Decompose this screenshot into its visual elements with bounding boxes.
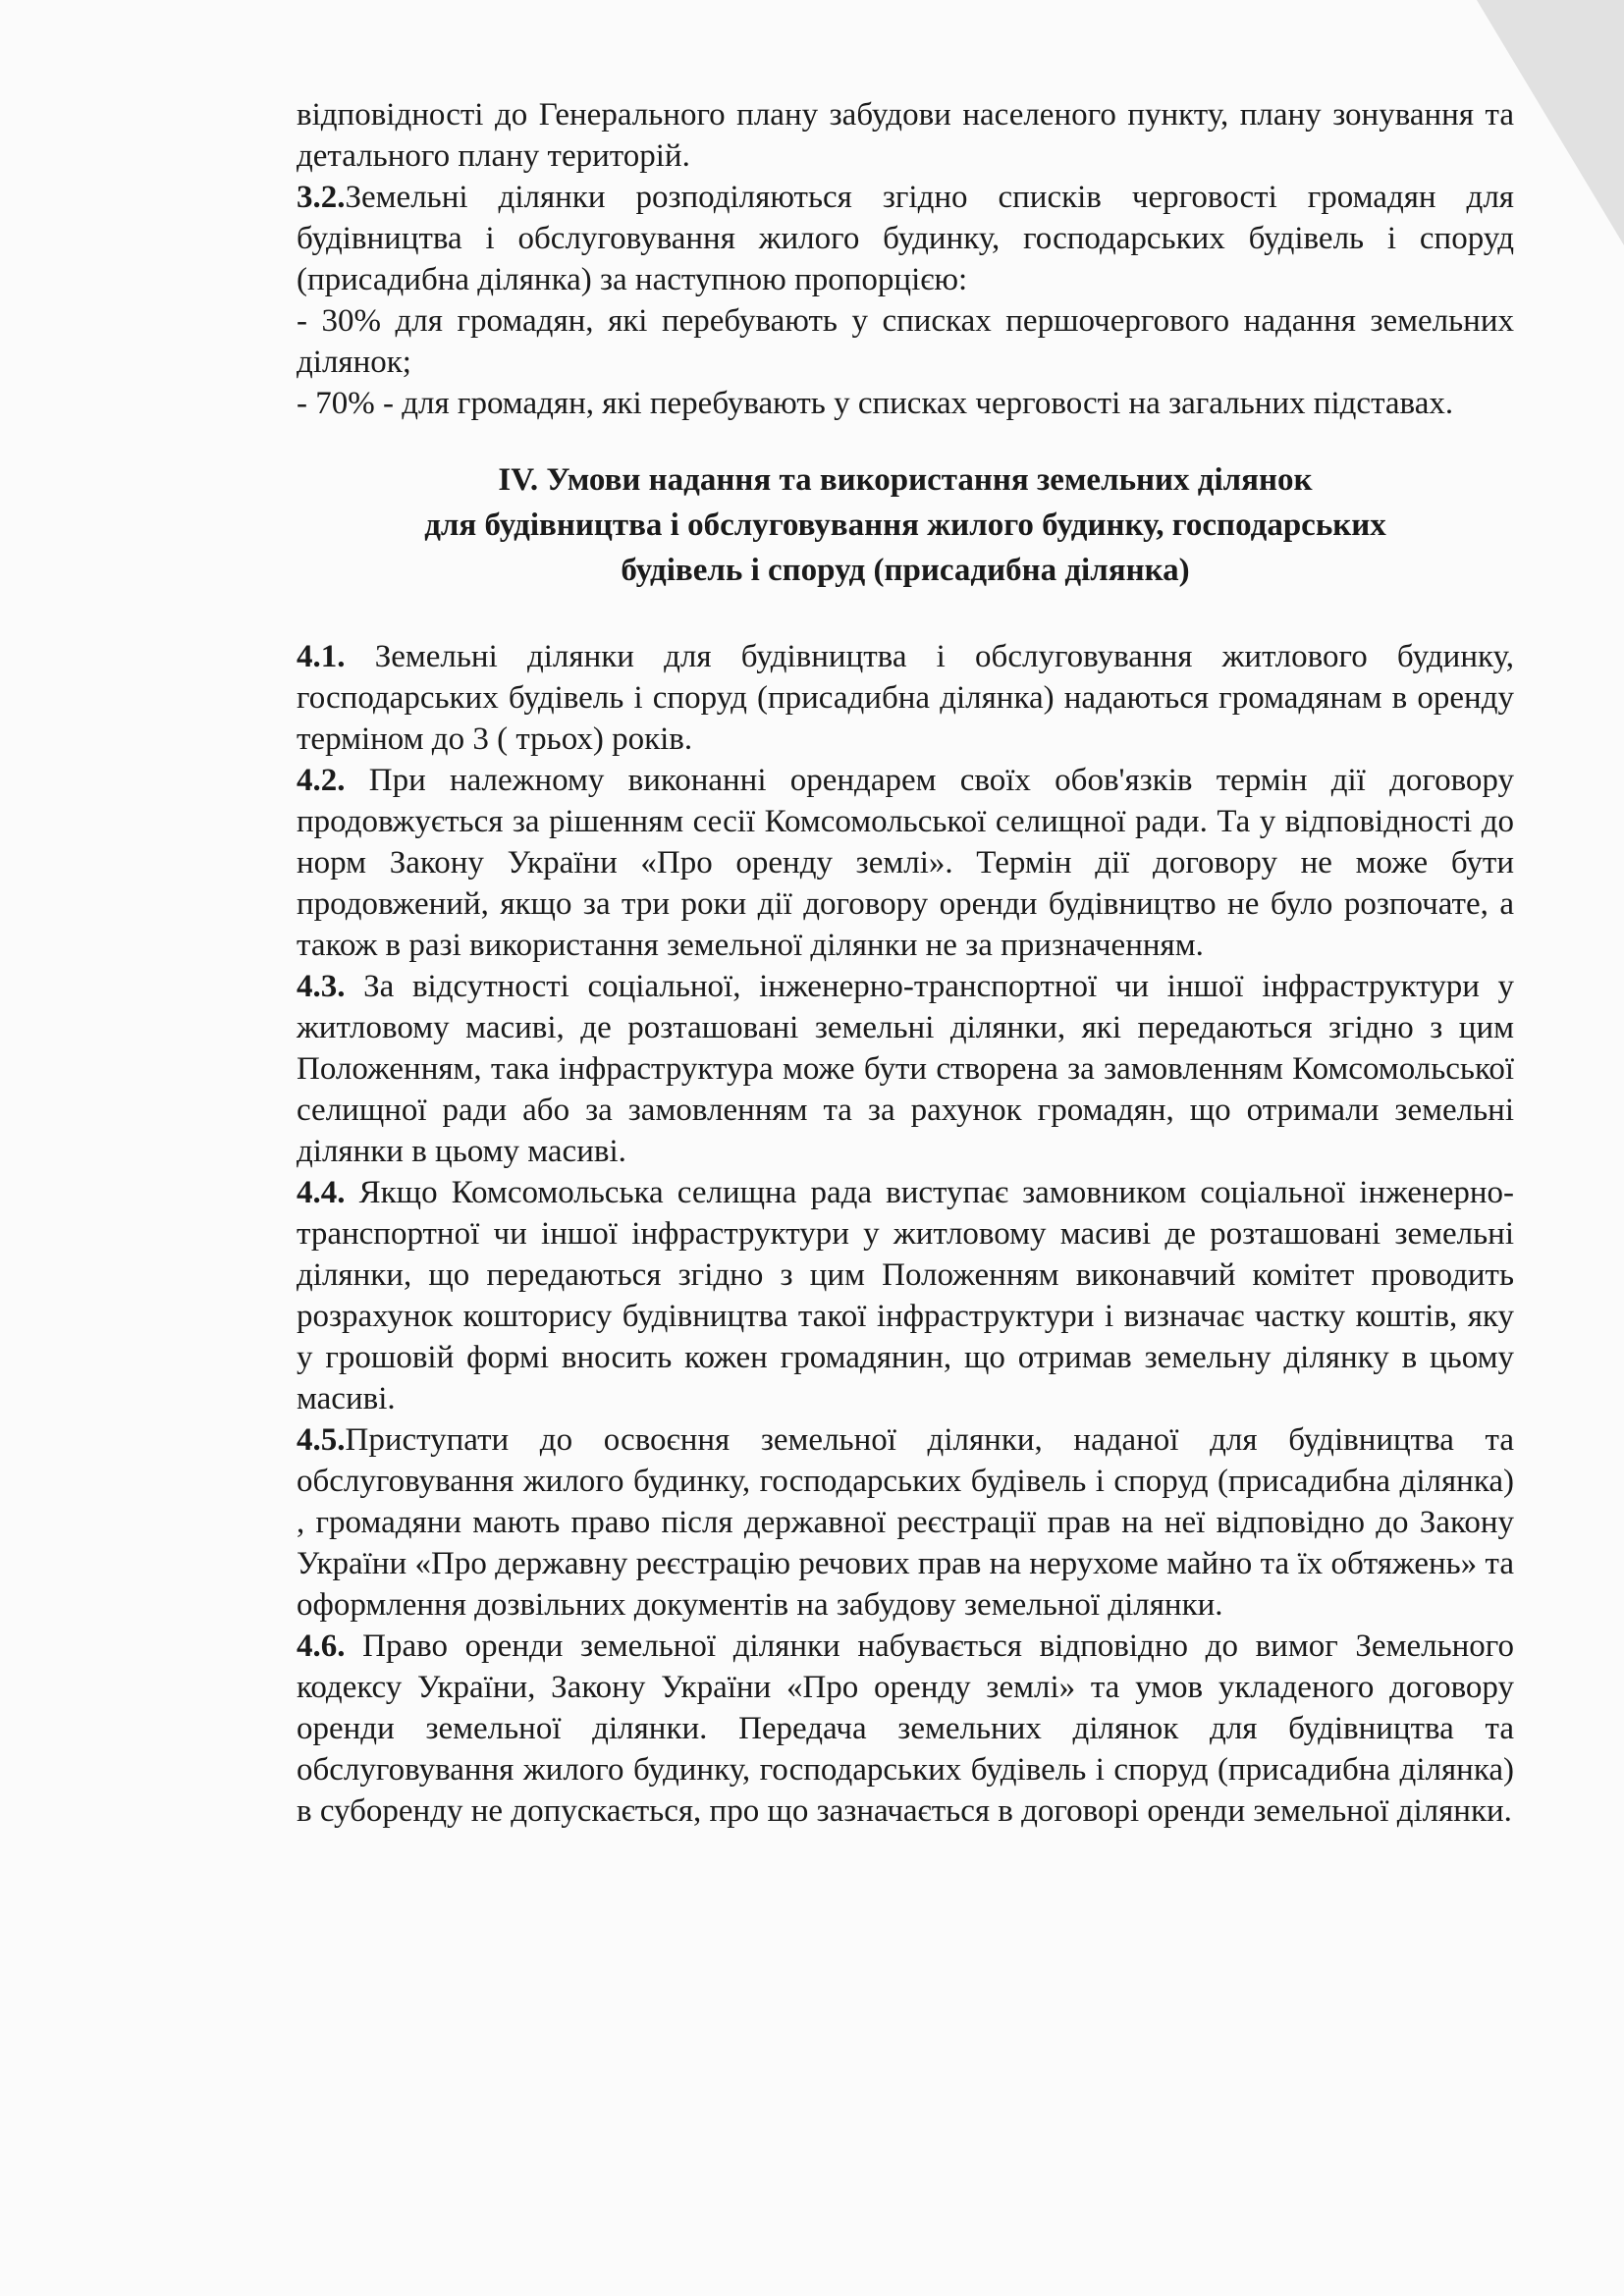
- paragraph-text: При належному виконанні орендарем своїх обов'язків термін дії договору продовжується за рішенням сесії Комсомольської селищної ради. Та у відповідності до норм Закону України «Про оренду землі». Термін дії договору не може бути продовжений, якщо за три роки дії договору оренди будівництво не було розпочате, а також в разі використання земельної ділянки не за призначенням.: [297, 763, 1514, 963]
- paragraph-4-3: [297, 966, 1514, 1172]
- paragraph-text: Земельні ділянки для будівництва і обслуговування житлового будинку, господарських будівель і споруд (присадибна ділянка) надаються громадянам в оренду терміном до 3 ( трьох) років.: [297, 639, 1514, 757]
- paragraph-text: - 70% - для громадян, які перебувають у списках черговості на загальних підставах.: [297, 386, 1454, 421]
- paragraph-text: За відсутності соціальної, інженерно-транспортної чи іншої інфраструктури у житловому масиві, де розташовані земельні ділянки, які передаються згідно з цим Положенням, така інфраструктура може бути створена за замовленням Комсомольської селищної ради або за замовленням та за рахунок громадян, що отримали земельні ділянки в цьому масиві.: [297, 969, 1514, 1169]
- paragraph-number: 4.5.: [297, 1422, 346, 1458]
- paragraph-text: Приступати до освоєння земельної ділянки, наданої для будівництва та обслуговування жилого будинку, господарських будівель і споруд (присадибна ділянка) , громадяни мають право після державної реєстрації прав на неї відповідно до Закону України «Про державну реєстрацію речових прав на нерухоме майно та їх обтяжень» та оформлення дозвільних документів на забудову земельної ділянки.: [297, 1422, 1514, 1623]
- paragraph-4-2: [297, 760, 1514, 966]
- paragraph-number: 4.2.: [297, 763, 346, 798]
- paragraph-text: Право оренди земельної ділянки набувається відповідно до вимог Земельного кодексу України, Закону України «Про оренду землі» та умов укладеного договору оренди земельної ділянки. Передача земельних ділянок для будівництва та обслуговування жилого будинку, господарських будівель і споруд (присадибна ділянка) в суборенду не допускається, про що зазначається в договорі оренди земельної ділянки.: [297, 1629, 1514, 1829]
- paragraph-4-6: [297, 1626, 1514, 1832]
- heading-line: IV. Умови надання та використання земельних ділянок: [498, 462, 1313, 498]
- paragraph-text: - 30% для громадян, які перебувають у списках першочергового надання земельних ділянок;: [297, 303, 1514, 380]
- section-heading-iv: [297, 457, 1514, 593]
- paragraph-number: 4.1.: [297, 639, 346, 674]
- paragraph-4-4: [297, 1172, 1514, 1419]
- paragraph-4-1: [297, 636, 1514, 760]
- paragraph-text: Земельні ділянки розподіляються згідно списків черговості громадян для будівництва і обслуговування жилого будинку, господарських будівель і споруд (присадибна ділянка) за наступною пропорцією:: [297, 180, 1514, 297]
- list-item-30-percent: [297, 300, 1514, 383]
- paragraph-text: Якщо Комсомольська селищна рада виступає замовником соціальної інженерно-транспортної чи іншої інфраструктури у житловому масиві де розташовані земельні ділянки, що передаються згідно з цим Положенням виконавчий комітет проводить розрахунок кошторису будівництва такої інфраструктури і визначає частку коштів, яку у грошовій формі вносить кожен громадянин, що отримав земельну ділянку в цьому масиві.: [297, 1175, 1514, 1416]
- paragraph-number: 4.6.: [297, 1629, 346, 1664]
- paragraph-number: 4.4.: [297, 1175, 346, 1210]
- paragraph-text: відповідності до Генерального плану забудови населеного пункту, плану зонування та детального плану територій.: [297, 97, 1514, 174]
- paragraph-number: 4.3.: [297, 969, 346, 1004]
- heading-line: для будівництва і обслуговування жилого будинку, господарських: [424, 507, 1386, 543]
- heading-line: будівель і споруд (присадибна ділянка): [621, 553, 1190, 588]
- paragraph-3-2: [297, 177, 1514, 300]
- paragraph-intro: [297, 94, 1514, 177]
- paragraph-number: 3.2.: [297, 180, 346, 215]
- paragraph-4-5: [297, 1419, 1514, 1626]
- document-body: [297, 94, 1514, 1832]
- list-item-70-percent: [297, 383, 1514, 424]
